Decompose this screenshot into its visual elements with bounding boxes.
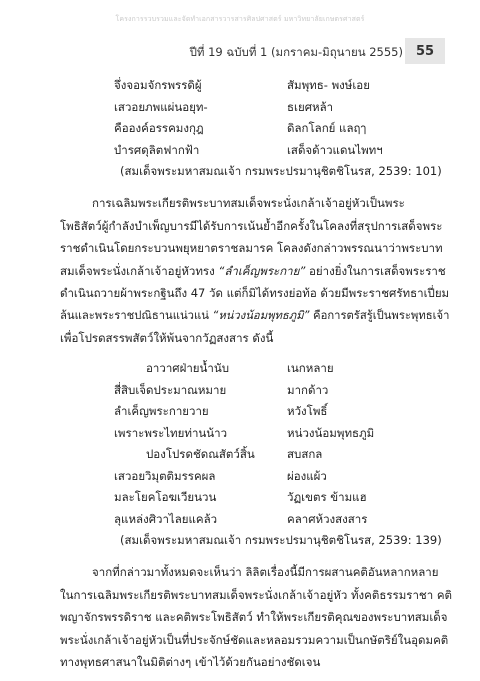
- verse-citation: (สมเด็จพระมหาสมณเจ้า กรมพระปรมานุชิตชิโนรส, 2539: 101): [120, 164, 442, 178]
- text-run: ล้นและพระราชปณิธานแน่วแน่: [60, 308, 209, 322]
- page-number-badge: 55: [405, 38, 445, 64]
- paragraph-line: ทางพุทธศาสนาในมิติต่างๆ เข้าไว้ด้วยกันอย่างชัดเจน: [60, 655, 321, 669]
- verse-second-half: ดิลกโลกย์ แลฤๅ: [287, 121, 367, 135]
- paragraph-line: จากที่กล่าวมาทั้งหมดจะเห็นว่า ลิลิตเรื่องนี้มีการผสานคติอันหลากหลาย: [92, 565, 439, 579]
- verse-block-2: [0, 358, 480, 530]
- running-header: โครงการรวบรวมและจัดทำเอกสารวารสารศิลปศาสตร์ มหาวิทยาลัยเกษตรศาสตร์: [115, 15, 365, 23]
- verse-line: [0, 423, 480, 445]
- body-paragraph: [60, 561, 455, 674]
- paragraph-line: ในการเฉลิมพระเกียรติพระบาทสมเด็จพระนั่งเกล้าเจ้าอยู่หัว ทั้งคติธรรมราชา คติ: [60, 587, 452, 602]
- verse-second-half: วัฏเขตร ข้ามแฮ: [287, 490, 367, 504]
- verse-second-half: ผ่องแผ้ว: [287, 468, 327, 483]
- verse-first-half: อาวาศฝ่ายน้ำนับ: [146, 361, 229, 375]
- verse-first-half: คือองค์อรรคมงกุฎ: [114, 121, 204, 135]
- verse-first-half: จึ่งจอมจักรพรรดิผู้: [114, 78, 202, 92]
- issue-info: ปีที่ 19 ฉบับที่ 1 (มกราคม-มิถุนายน 2555): [189, 45, 403, 59]
- verse-first-half: เสวอยวิมุตติมรรคผล: [114, 468, 216, 483]
- body-paragraph: [60, 192, 455, 350]
- verse-first-half: ลุแหล่งศิวาไลยแคล้ว: [114, 511, 218, 526]
- paragraph-line: การเฉลิมพระเกียรติพระบาทสมเด็จพระนั่งเกล้าเจ้าอยู่หัวเป็นพระ: [92, 196, 405, 210]
- verse-line: [0, 466, 480, 488]
- verse-line: [0, 140, 480, 162]
- quoted-term: “ลำเค็ญพระกาย”: [218, 263, 306, 278]
- verse-second-half: หน่วงน้อมพุทธภูมิ: [287, 425, 375, 440]
- verse-line: [0, 487, 480, 509]
- quoted-term: “หน่วงน้อมพุทธภูมิ”: [208, 308, 310, 322]
- verse-second-half: สบสกล: [287, 447, 323, 461]
- verse-second-half: หวังโพธิ์: [287, 404, 328, 418]
- paragraph-line: โพธิสัตว์ผู้กำลังบำเพ็ญบารมีได้รับการเน้นย้ำอีกครั้งในโคลงที่สรุปการเสด็จพระ: [60, 218, 443, 233]
- verse-line: [0, 401, 480, 423]
- verse-first-half: สี่สิบเจ็ดประมาณหมาย: [114, 382, 227, 397]
- verse-line: [0, 380, 480, 402]
- verse-line: [0, 75, 480, 97]
- verse-second-half: สัมพุทธ- พงษ์เอย: [287, 78, 370, 92]
- paragraph-line: พระนั่งเกล้าเจ้าอยู่หัวเป็นที่ประจักษ์ชัดและหลอมรวมความเป็นกษัตริย์ในอุดมคติ: [60, 632, 449, 647]
- verse-first-half: มละโยคโอฆเวียนวน: [114, 490, 217, 504]
- verse-block-1: [0, 75, 480, 161]
- verse-second-half: มากด้าว: [287, 382, 329, 397]
- verse-first-half: ปองโปรดชัดณสัตว์สิ้น: [146, 447, 255, 461]
- verse-second-half: เนกหลาย: [287, 361, 334, 375]
- verse-first-half: บำรศดุลิตฟากฟ้า: [114, 142, 200, 157]
- text-run: คือการตรัสรู้เป็นพระพุทธเจ้า: [309, 308, 450, 322]
- verse-first-half: เพราะพระไทยท่านน้าว: [114, 425, 228, 440]
- paragraph-line: [60, 305, 455, 328]
- verse-line: [0, 509, 480, 531]
- verse-line: [0, 97, 480, 119]
- verse-line: [0, 444, 480, 466]
- verse-first-half: ลำเค็ญพระกายวาย: [114, 404, 209, 418]
- text-run: สมเด็จพระนั่งเกล้าเจ้าอยู่หัวทรง: [60, 263, 215, 278]
- paragraph-line: พญาจักรพรรดิราช และคติพระโพธิสัตว์ ทำให้พระเกียรติคุณของพระบาทสมเด็จ: [60, 610, 448, 624]
- paragraph-line: [60, 260, 455, 283]
- text-run: อย่างยิ่งในการเสด็จพระราช: [305, 263, 446, 278]
- verse-second-half: คลาศห้วงสงสาร: [287, 511, 368, 526]
- paragraph-line: เพื่อโปรดสรรพสัตว์ให้พ้นจากวัฏสงสาร ดังนี้: [60, 331, 274, 345]
- paragraph-line: ดำเนินถวายผ้าพระกฐินถึง 47 วัด แต่ก็มิได้ทรงย่อท้อ ด้วยมีพระราชศรัทธาเปี่ยม: [60, 286, 450, 300]
- verse-second-half: เสด็จด้าวแดนไพทฯ: [287, 142, 383, 157]
- verse-second-half: ธเยศหล้า: [287, 99, 334, 114]
- verse-citation: (สมเด็จพระมหาสมณเจ้า กรมพระปรมานุชิตชิโนรส, 2539: 139): [120, 533, 442, 547]
- verse-line: [0, 118, 480, 140]
- verse-first-half: เสวอยภพแผ่นอยุท-: [114, 99, 208, 114]
- verse-line: [0, 358, 480, 380]
- paragraph-line: ราชดำเนินโดยกระบวนพยุหยาตราชลมารค โคลงดังกล่าวพรรณนาว่าพระบาท: [60, 241, 443, 255]
